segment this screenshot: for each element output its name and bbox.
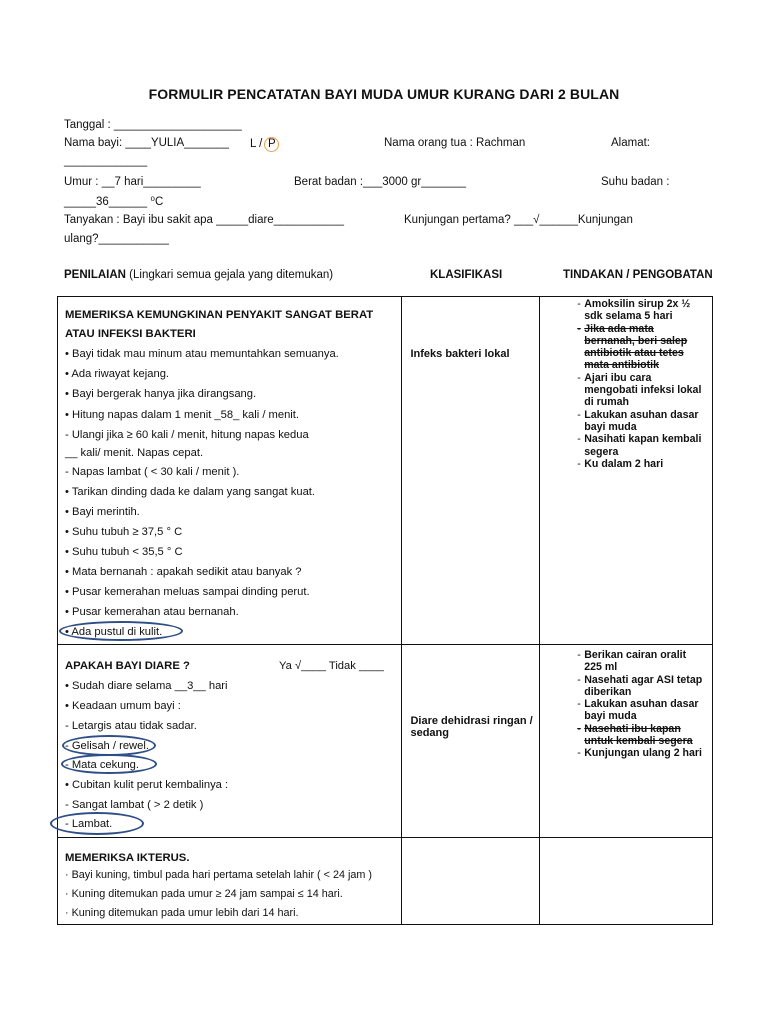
kunjungan-field[interactable]: Kunjungan pertama? ___√______Kunjungan — [404, 214, 633, 226]
penilaian-cell-3 — [58, 838, 402, 925]
circle-mark — [61, 754, 157, 774]
nama-bayi-field[interactable]: Nama bayi: ____YULIA_______ — [64, 137, 229, 149]
section1-heading-2: ATAU INFEKSI BAKTERI — [65, 328, 196, 340]
circle-mark — [62, 735, 156, 756]
symptom-item[interactable]: • Bayi merintih. — [65, 506, 140, 518]
tindakan-item: - Nasehati agar ASI tetap diberikan — [577, 673, 703, 698]
tindakan-item: - Kunjungan ulang 2 hari — [577, 747, 702, 760]
form-title: FORMULIR PENCATATAN BAYI MUDA UMUR KURANG DARI 2 BULAN — [148, 86, 620, 102]
symptom-item[interactable]: • Cubitan kulit perut kembalinya : — [65, 779, 229, 791]
tanggal-field[interactable]: Tanggal : ____________________ — [64, 119, 242, 131]
tindakan-item: - Lakukan asuhan dasar bayi muda — [577, 408, 699, 433]
symptom-item[interactable]: • Keadaan umum bayi : — [65, 700, 181, 712]
penilaian-note: (Lingkari semua gejala yang ditemukan) — [125, 269, 334, 281]
symptom-item[interactable]: · Kuning ditemukan pada umur lebih dari 14 hari. — [65, 907, 299, 919]
symptom-item-circled[interactable]: - Gelisah / rewel. — [65, 740, 149, 752]
symptom-item-circled[interactable]: - Mata cekung. — [65, 759, 139, 771]
tindakan-heading: TINDAKAN / PENGOBATAN — [563, 269, 713, 281]
symptom-item[interactable]: · Bayi kuning, timbul pada hari pertama setelah lahir ( < 24 jam ) — [65, 869, 372, 881]
section3-heading: MEMERIKSA IKTERUS. — [65, 852, 190, 864]
symptom-item[interactable]: • Hitung napas dalam 1 menit _58_ kali / menit. — [65, 409, 300, 421]
symptom-item[interactable]: • Pusar kemerahan meluas sampai dinding perut. — [65, 586, 310, 598]
alamat-label: Alamat: — [611, 137, 650, 149]
symptom-item[interactable]: • Suhu tubuh ≥ 37,5 ° C — [65, 526, 183, 538]
penilaian-cell-1 — [58, 297, 402, 645]
symptom-item[interactable]: • Suhu tubuh < 35,5 ° C — [65, 546, 183, 558]
kunjungan-ulang-field[interactable]: ulang?___________ — [64, 233, 169, 245]
symptom-item[interactable]: - Napas lambat ( < 30 kali / menit ). — [65, 466, 240, 478]
tindakan-item: - Ku dalam 2 hari — [577, 457, 664, 470]
symptom-item[interactable]: • Bayi tidak mau minum atau memuntahkan semuanya. — [65, 348, 339, 360]
tindakan-item: - Amoksilin sirup 2x ½ sdk selama 5 hari — [577, 298, 691, 323]
jenis-kelamin[interactable] — [250, 137, 279, 152]
klasifikasi-cell-1 — [402, 297, 540, 645]
tindakan-item: - Nasihati kapan kembali segera — [577, 433, 702, 458]
tindakan-item: - Lakukan asuhan dasar bayi muda — [577, 698, 699, 723]
suhu-label: Suhu badan : — [601, 176, 670, 188]
symptom-item[interactable]: • Bayi bergerak hanya jika dirangsang. — [65, 388, 257, 400]
row-ikterus — [58, 838, 713, 925]
symptom-item[interactable]: • Mata bernanah : apakah sedikit atau banyak ? — [65, 566, 302, 578]
klasifikasi-heading: KLASIFIKASI — [430, 269, 503, 281]
symptom-item[interactable]: - Sangat lambat ( > 2 detik ) — [65, 799, 204, 811]
symptom-item[interactable]: • Tarikan dinding dada ke dalam yang sangat kuat. — [65, 486, 316, 498]
symptom-item[interactable]: - Ulangi jika ≥ 60 kali / menit, hitung napas kedua — [65, 429, 309, 441]
row-diare — [58, 645, 713, 838]
tindakan-cell-2 — [540, 645, 713, 838]
tindakan-list-2 — [540, 649, 713, 760]
symptom-item-circled[interactable]: • Ada pustul di kulit. — [65, 626, 163, 638]
suhu-field[interactable]: _____36______ ⁰C — [64, 196, 164, 208]
nama-ortu-field[interactable]: Nama orang tua : Rachman — [384, 137, 526, 149]
tindakan-cell-1 — [540, 297, 713, 645]
penilaian-cell-2 — [58, 645, 402, 838]
klasifikasi-cell-3 — [402, 838, 540, 925]
tindakan-item: - Berikan cairan oralit 225 ml — [577, 649, 687, 674]
circle-mark — [59, 621, 183, 641]
tindakan-item: - Ajari ibu cara mengobati infeksi lokal di rumah — [577, 371, 702, 409]
tindakan-item-struck: - Jika ada mata bernanah, beri salep antibiotik atau tetes mata antibiotik — [577, 322, 688, 372]
penilaian-heading — [64, 269, 333, 281]
symptom-item[interactable]: - Letargis atau tidak sadar. — [65, 720, 197, 732]
tindakan-cell-3 — [540, 838, 713, 925]
symptom-item[interactable]: • Ada riwayat kejang. — [65, 368, 170, 380]
symptom-item[interactable]: · Kuning ditemukan pada umur ≥ 24 jam sampai ≤ 14 hari. — [65, 888, 343, 900]
symptom-item-circled[interactable]: - Lambat. — [65, 818, 113, 830]
umur-field[interactable]: Umur : __7 hari_________ — [64, 176, 201, 188]
tindakan-list-1 — [540, 298, 713, 470]
circle-mark — [50, 812, 144, 835]
section1-heading-1: MEMERIKSA KEMUNGKINAN PENYAKIT SANGAT BERAT — [65, 309, 374, 321]
klasifikasi-cell-2 — [402, 645, 540, 838]
tanyakan-field[interactable]: Tanyakan : Bayi ibu sakit apa _____diare___________ — [64, 214, 345, 226]
penilaian-label: PENILAIAN — [64, 269, 126, 281]
jk-l-option[interactable]: L / — [250, 138, 263, 150]
symptom-item[interactable]: • Pusar kemerahan atau bernanah. — [65, 606, 239, 618]
berat-field[interactable]: Berat badan :___3000 gr_______ — [294, 176, 467, 188]
row-penyakit-berat — [58, 297, 713, 645]
klasifikasi-result: Diare dehidrasi ringan / sedang — [410, 715, 533, 739]
section2-heading: APAKAH BAYI DIARE ? — [65, 660, 190, 672]
tindakan-item-struck: - Nasehati ibu kapan untuk kembali segera — [577, 722, 693, 748]
alamat-field[interactable]: _____________ — [64, 155, 148, 167]
klasifikasi-result: Infeks bakteri lokal — [410, 348, 510, 360]
symptom-item[interactable]: __ kali/ menit. Napas cepat. — [65, 447, 204, 459]
ya-tidak-field[interactable]: Ya √____ Tidak ____ — [279, 660, 384, 672]
symptom-item[interactable]: • Sudah diare selama __3__ hari — [65, 680, 228, 692]
assessment-table — [57, 296, 713, 925]
jk-p-option-circled[interactable]: P — [264, 137, 279, 152]
